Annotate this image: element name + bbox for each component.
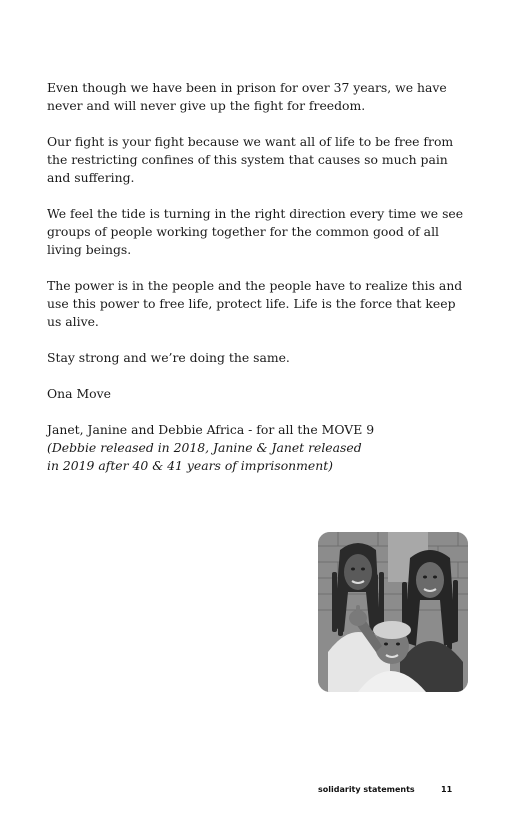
release-note-line-1: (Debbie released in 2018, Janine & Janet released [47,440,362,455]
footer-section-label: solidarity statements [318,785,415,794]
page-footer [0,785,528,799]
closing-line: Ona Move [47,386,111,401]
statement-body [47,79,467,475]
paragraph-5: Stay strong and we’re doing the same. [47,350,290,365]
release-note-line-2: in 2019 after 40 & 41 years of imprisonment) [47,458,334,473]
group-photo [318,532,468,692]
paragraph-3: We feel the tide is turning in the right direction every time we see groups of people working together for the common good of all living beings. [47,206,464,257]
paragraph-1: Even though we have been in prison for over 37 years, we have never and will never give up the fight for freedom. [47,80,447,113]
paragraph-4: The power is in the people and the people have to realize this and use this power to free life, protect life. Life is the force that keep us alive. [47,278,463,329]
signature-line: Janet, Janine and Debbie Africa - for all the MOVE 9 [47,422,375,437]
group-photo-image [318,532,468,692]
page-number: 11 [441,785,453,794]
paragraph-2: Our fight is your fight because we want all of life to be free from the restricting confines of this system that causes so much pain and suffering. [47,134,454,185]
